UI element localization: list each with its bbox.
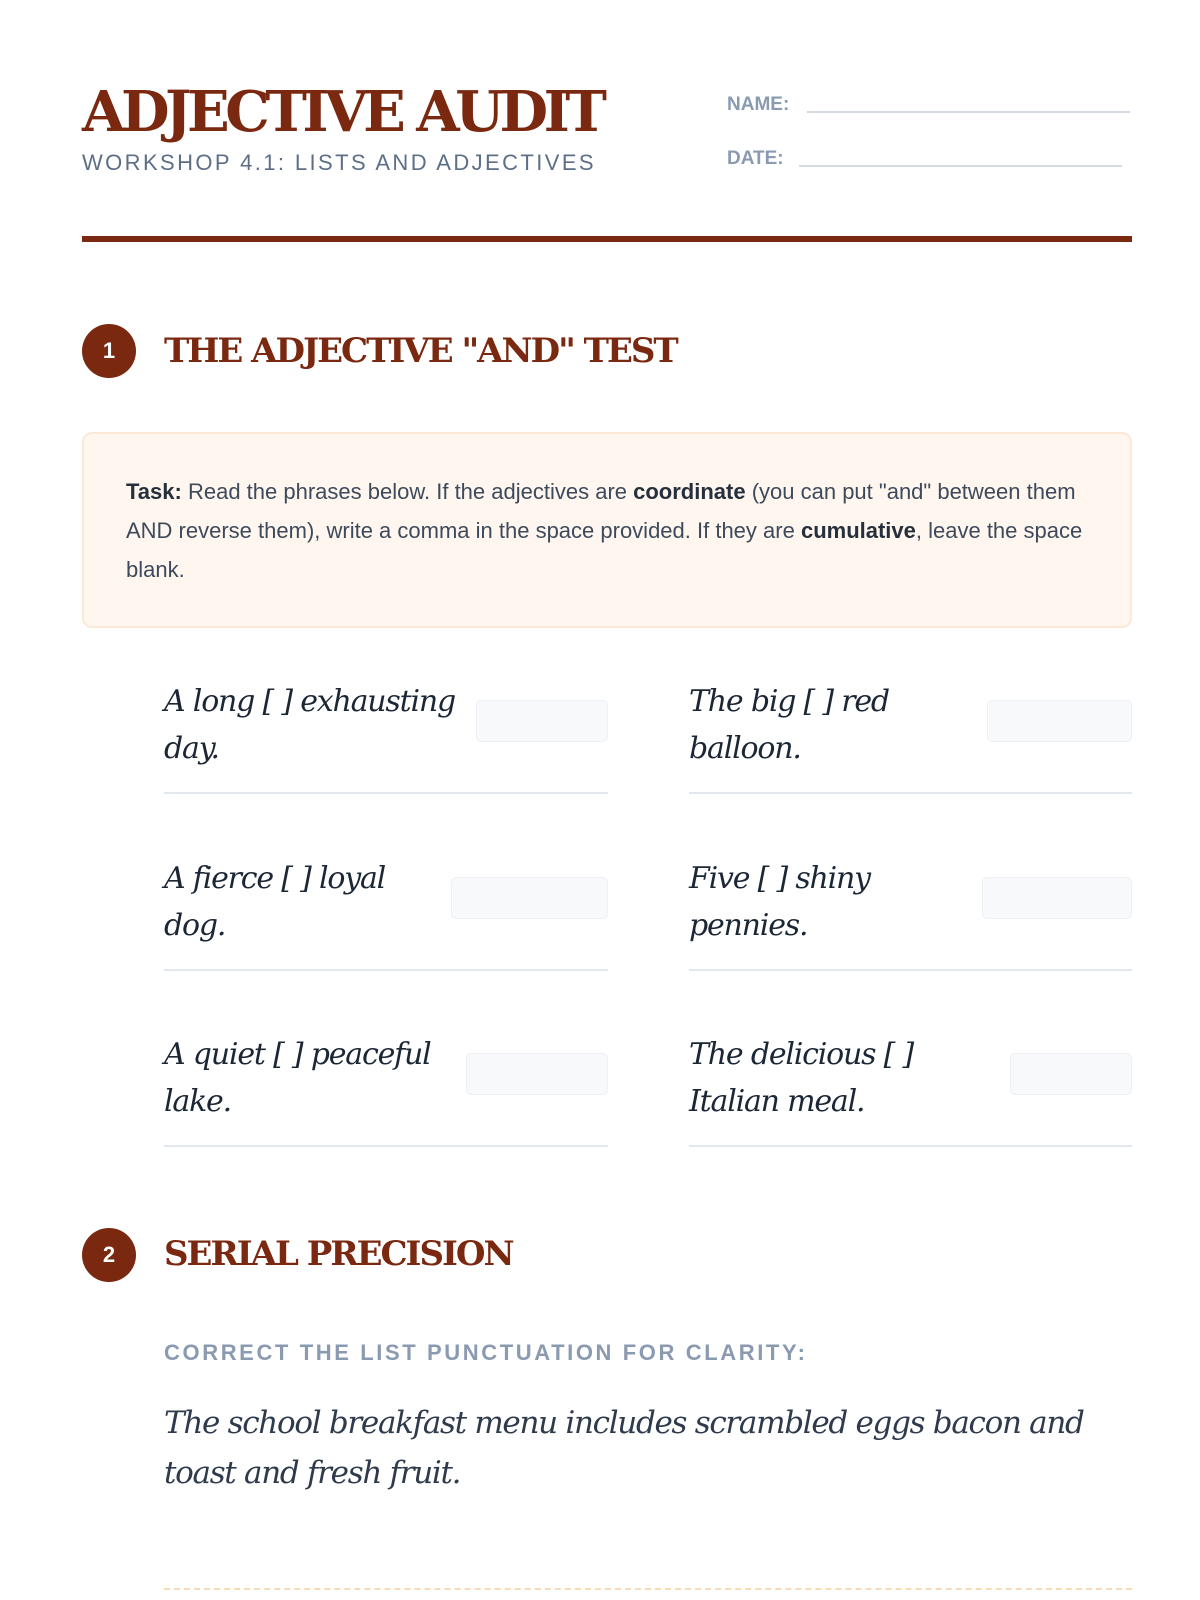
task-text-2: (you can put "and" between them AND reverse them), write a comma in the space provided. If they are [126,479,1076,543]
exercise-phrase: The delicious [ ] Italian meal. [689,1037,914,1119]
header-divider [82,236,1132,242]
exercise-phrase: Five [ ] shiny pennies. [689,861,870,943]
exercise-item [689,1031,1132,1147]
task-bold-coordinate: coordinate [633,479,746,504]
name-label: NAME: [727,94,790,115]
name-field[interactable] [727,94,1130,116]
date-label: DATE: [727,148,784,169]
section-number-badge: 2 [82,1228,136,1282]
date-field[interactable] [727,148,1122,170]
answer-box[interactable] [987,700,1132,742]
task-instructions [82,432,1132,628]
worksheet-subtitle: WORKSHOP 4.1: LISTS AND ADJECTIVES [82,150,596,175]
exercise-item [164,1031,608,1147]
task-text-1: Read the phrases below. If the adjectives are [181,479,634,504]
exercise-item [164,855,608,971]
section-number-badge: 1 [82,324,136,378]
answer-box[interactable] [982,877,1132,919]
answer-box[interactable] [1010,1053,1132,1095]
exercise-item [164,678,608,794]
name-input-line[interactable] [807,111,1130,113]
worksheet-title: ADJECTIVE AUDIT [82,79,603,145]
exercise-phrase: A quiet [ ] peaceful lake. [164,1037,431,1119]
answer-box[interactable] [466,1053,608,1095]
exercise-phrase: The big [ ] red balloon. [689,684,889,766]
practice-sentence: The school breakfast menu includes scrambled eggs bacon and toast and fresh fruit. [164,1405,1084,1491]
exercise-item [689,855,1132,971]
section-prompt: CORRECT THE LIST PUNCTUATION FOR CLARITY: [164,1340,808,1365]
task-bold-cumulative: cumulative [800,518,916,543]
task-lead: Task: [126,479,182,504]
worksheet-page [82,0,1132,1600]
task-text-3: , leave the space blank. [126,518,1083,582]
exercise-item [689,678,1132,794]
section-title: THE ADJECTIVE "AND" TEST [164,331,677,371]
exercise-phrase: A long [ ] exhausting day. [164,684,455,766]
date-input-line[interactable] [799,165,1122,167]
answer-writing-line[interactable] [164,1588,1132,1590]
section-title: SERIAL PRECISION [164,1234,513,1274]
answer-box[interactable] [451,877,608,919]
exercise-phrase: A fierce [ ] loyal dog. [164,861,386,943]
answer-box[interactable] [476,700,608,742]
